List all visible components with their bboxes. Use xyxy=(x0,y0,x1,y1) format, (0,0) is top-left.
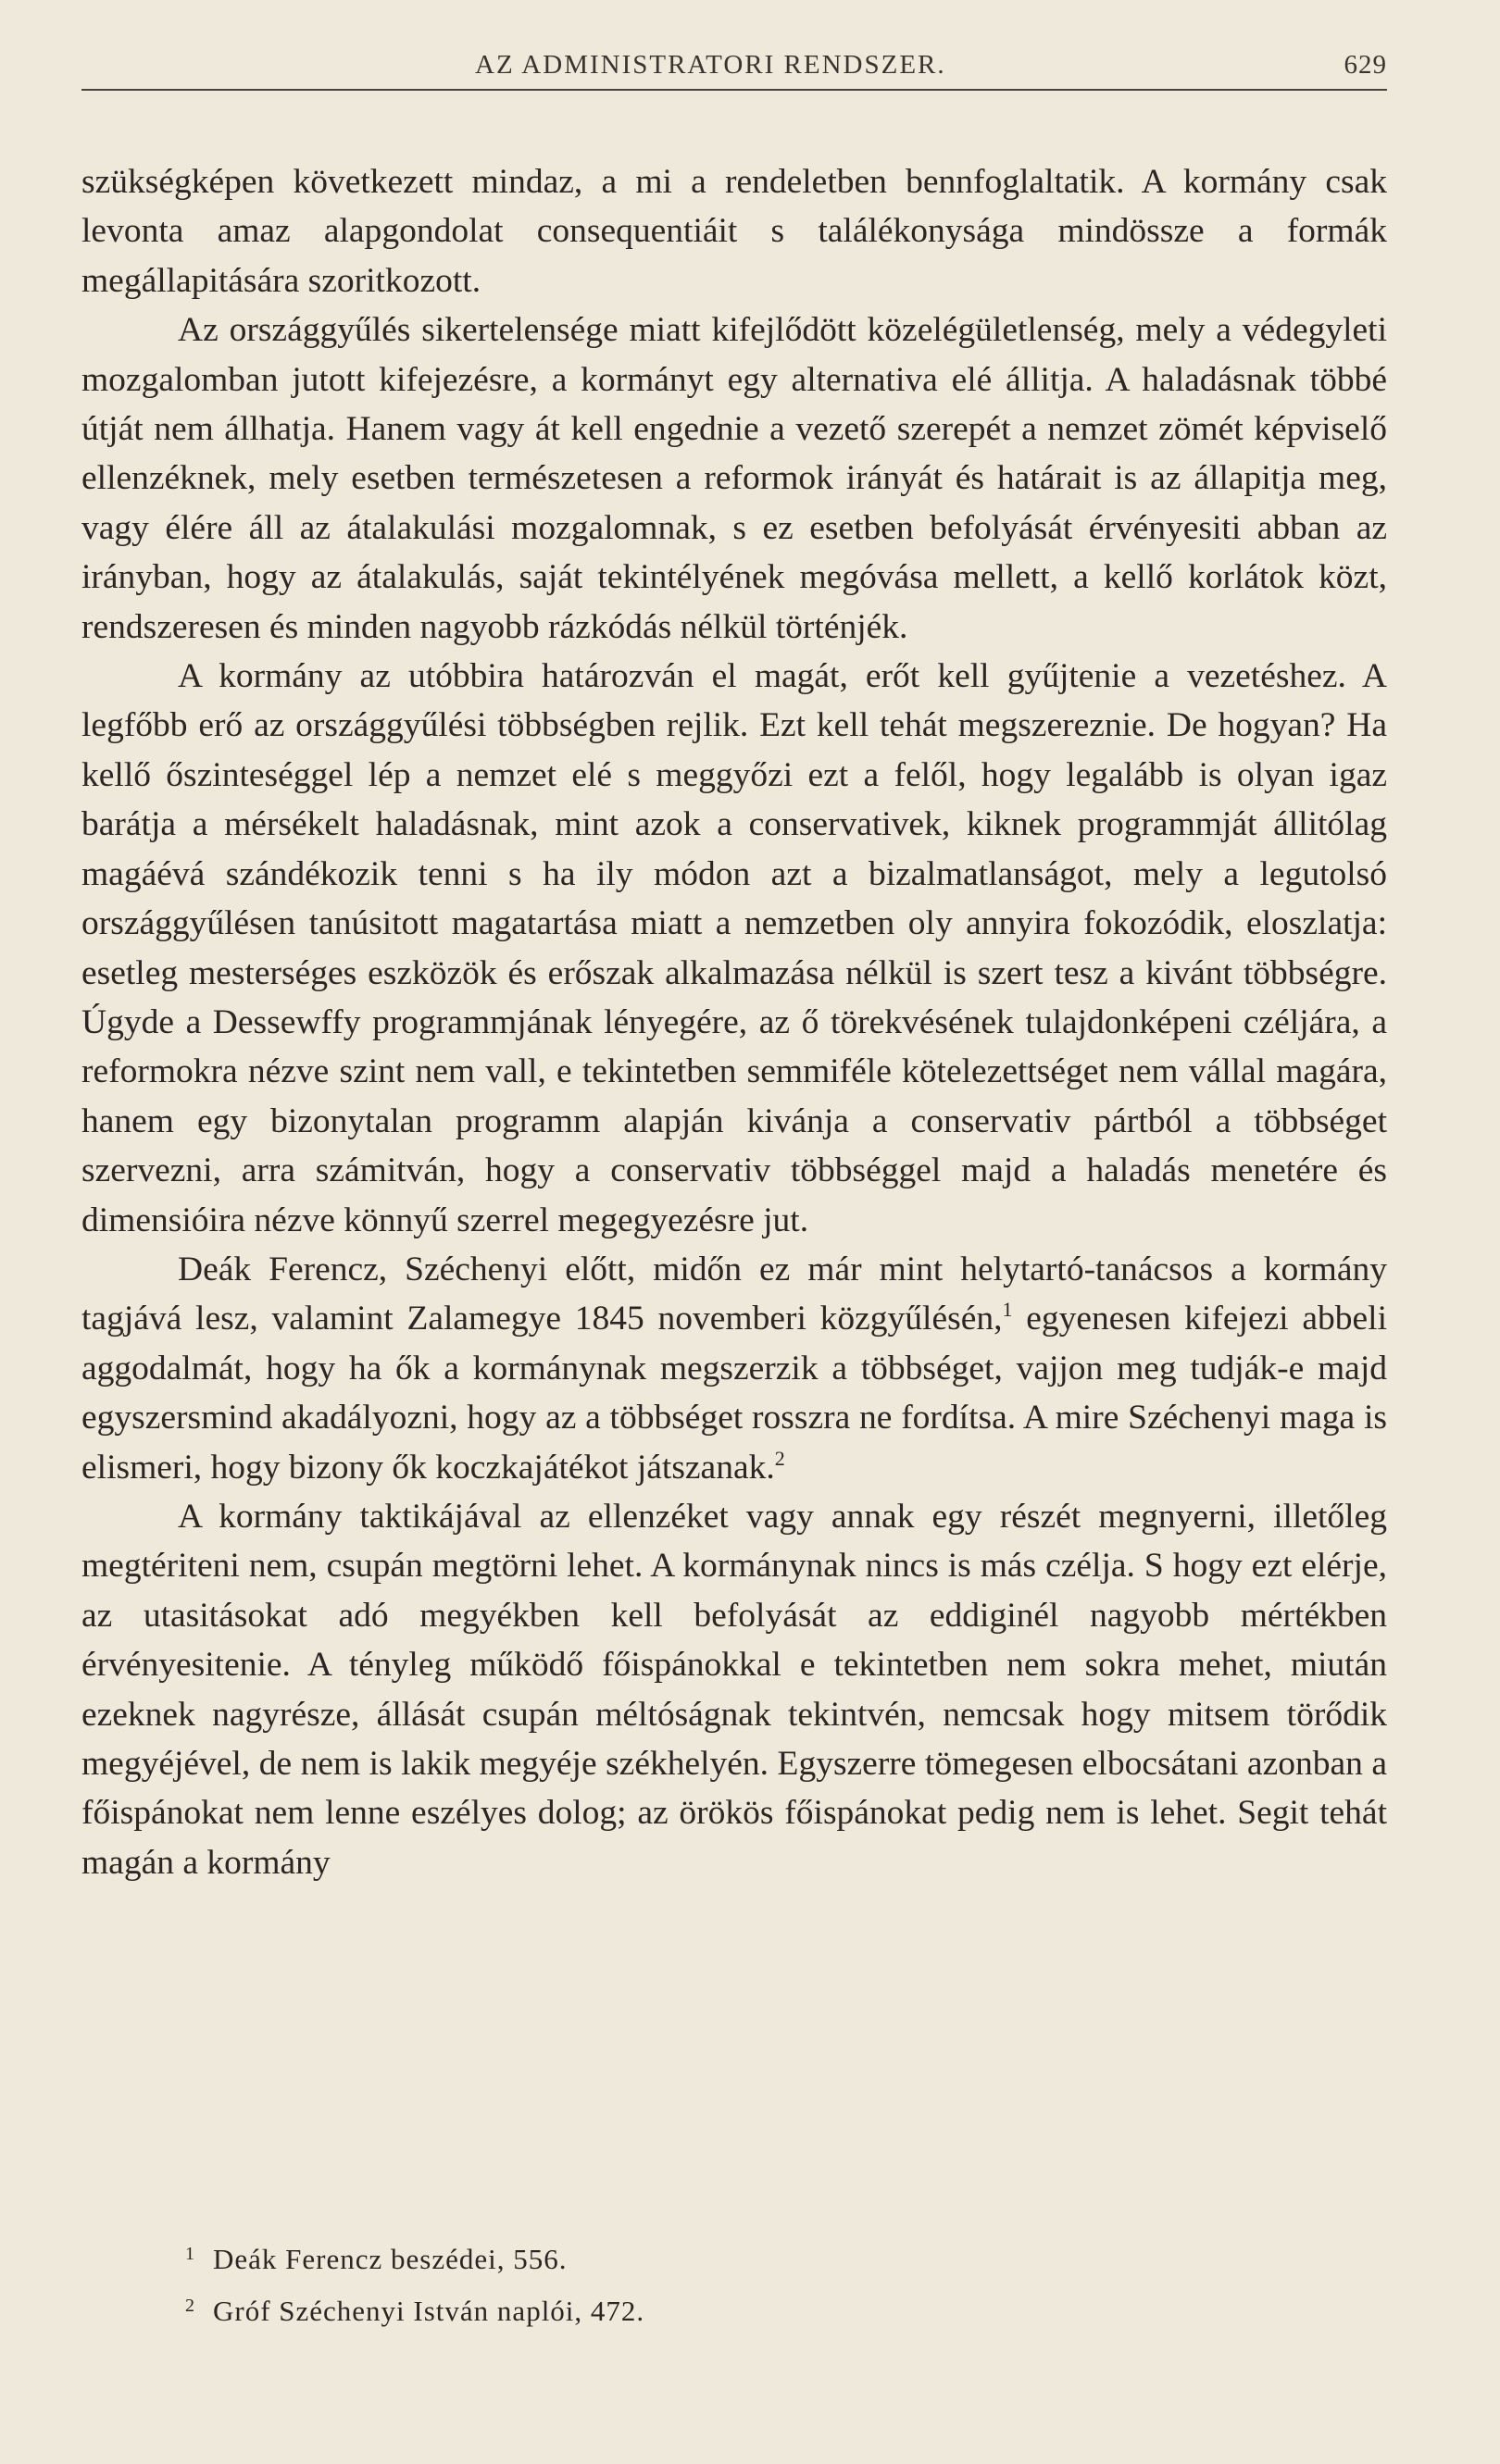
page-number: 629 xyxy=(1344,50,1387,80)
paragraph-5: A kormány taktikájával az ellenzéket vagy annak egy részét megnyerni, illetőleg megtériteni nem, csupán megtörni lehet. A kormánynak nincs is más czélja. S hogy ezt elérje, az utasitásokat adó megyékben kell befolyását az eddiginél nagyobb mértékben érvényesitenie. A tényleg működő főispánokkal e tekintetben nem sokra mehet, miután ezeknek nagyrésze, állását csupán méltóságnak tekintvén, nemcsak hogy mitsem törődik megyéjével, de nem is lakik megyéje székhelyén. Egyszerre tömegesen elbocsátani azonban a főispánokat nem lenne eszélyes dolog; az örökös főispánokat pedig nem is lehet. Segit tehát magán a kormány xyxy=(81,1497,1387,1882)
footnote-1-text: Deák Ferencz beszédei, 556. xyxy=(213,2243,568,2275)
footnote-1-mark: 1 xyxy=(185,2244,195,2264)
footnote-1 xyxy=(185,2231,1296,2283)
running-header xyxy=(81,46,1387,83)
paragraph-4-part-1: Deák Ferencz, Széchenyi előtt, midőn ez már mint helytartó-tanácsos a kormány tagjává lesz, valamint Zalamegye 1845 novemberi közgyűlésén, xyxy=(81,1250,1387,1338)
footnote-2-mark: 2 xyxy=(185,2296,195,2316)
paragraph-4-part-2: egyenesen kifejezi abbeli aggodalmát, hogy ha ők a kormánynak megszerzik a többséget, vajjon meg tudják-e majd egyszersmind akadályozni, hogy az a többséget rosszra ne fordítsa. A mire Széchenyi maga is elismeri, hogy bizony ők koczkajátékot játszanak. xyxy=(81,1300,1387,1487)
paragraph-4 xyxy=(81,1245,1387,1492)
running-title: AZ ADMINISTRATORI RENDSZER. xyxy=(475,50,946,80)
footnotes xyxy=(185,2231,1296,2334)
footnote-ref-2: 2 xyxy=(774,1446,785,1470)
footnote-ref-1: 1 xyxy=(1002,1298,1013,1322)
paragraph-2: Az országgyűlés sikertelensége miatt kifejlődött közelégületlenség, mely a védegyleti mozgalomban jutott kifejezésre, a kormányt egy alternativa elé állitja. A haladásnak többé útját nem állhatja. Hanem vagy át kell engednie a vezető szerepét a nemzet zömét képviselő ellenzéknek, mely esetben természetesen a reformok irányát és határait is az állapitja meg, vagy élére áll az átalakulási mozgalomnak, s ez esetben befolyását érvényesiti abban az irányban, hogy az átalakulás, saját tekintélyének megóvása mellett, a kellő korlátok közt, rendszeresen és minden nagyobb rázkódás nélkül történjék. xyxy=(81,311,1387,646)
footnote-2 xyxy=(185,2283,1296,2334)
paragraph-1: szükségképen következett mindaz, a mi a rendeletben bennfoglaltatik. A kormány csak levonta amaz alapgondolat consequentiáit s találékonysága mindössze a formák megállapitására szoritkozott. xyxy=(81,163,1387,300)
header-rule xyxy=(81,89,1387,91)
paragraph-3: A kormány az utóbbira határozván el magát, erőt kell gyűjtenie a vezetéshez. A legfőbb erő az országgyűlési többségben rejlik. Ezt kell tehát megszereznie. De hogyan? Ha kellő őszinteséggel lép a nemzet elé s meggyőzi ezt a felől, hogy legalább is olyan igaz barátja a mérsékelt haladásnak, mint azok a conservativek, kiknek programmját állitólag magáévá szándékozik tenni s ha ily módon azt a bizalmatlanságot, mely a legutolsó országgyűlésen tanúsitott magatartása miatt a nemzetben oly annyira fokozódik, eloszlatja: esetleg mesterséges eszközök és erőszak alkalmazása nélkül is szert tesz a kivánt többségre. Úgyde a Dessewffy programmjának lényegére, az ő törekvésének tulajdonképeni czéljára, a reformokra nézve szint nem vall, e tekintetben semmiféle kötelezettséget nem vállal magára, hanem egy bizonytalan programm alapján kivánja a conservativ pártból a többséget szervezni, arra számitván, hogy a conservativ többséggel majd a haladás menetére és dimensióira nézve könnyű szerrel megegyezésre jut. xyxy=(81,657,1387,1239)
body-text xyxy=(81,157,1387,1887)
footnote-2-text: Gróf Széchenyi István naplói, 472. xyxy=(213,2295,645,2327)
